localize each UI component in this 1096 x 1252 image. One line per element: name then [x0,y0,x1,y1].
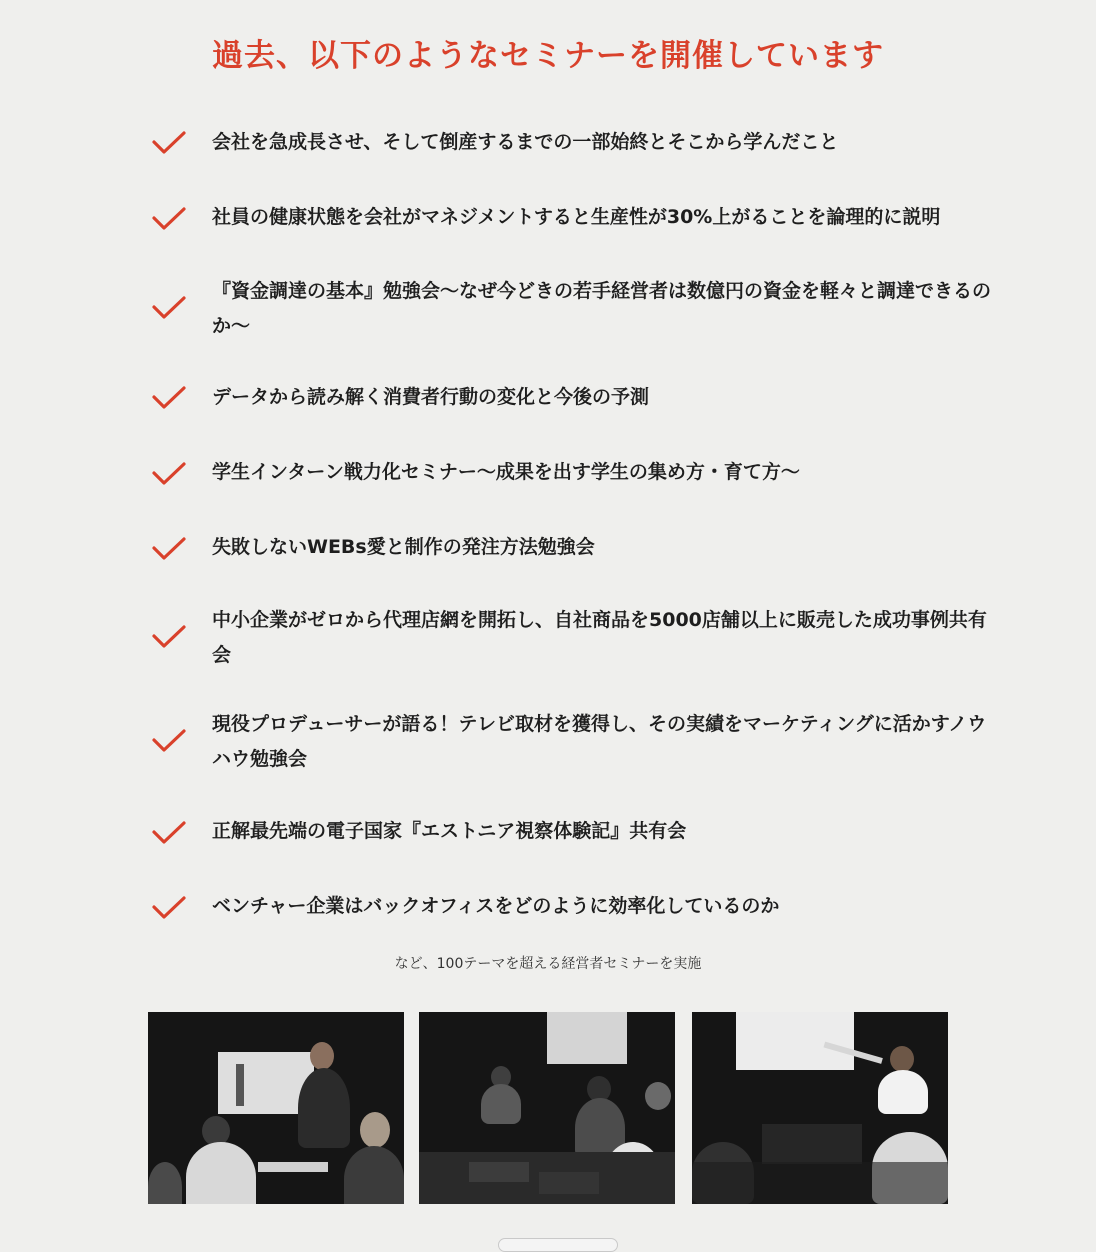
seminar-title: 中小企業がゼロから代理店網を開拓し、自社商品を5000店舗以上に販売した成功事例共有会 [212,609,987,666]
seminar-title: データから読み解く消費者行動の変化と今後の予測 [212,386,650,408]
seminar-photo [692,1012,948,1204]
seminar-title: 失敗しないWEBs愛と制作の発注方法勉強会 [212,536,595,558]
checkmark-icon [152,728,186,754]
checkmark-icon [152,130,186,156]
seminar-photo [148,1012,404,1204]
presentation-screen [547,1012,627,1064]
presentation-screen [736,1012,854,1070]
checkmark-icon [152,461,186,487]
checkmark-icon [152,206,186,232]
checkmark-icon [152,295,186,321]
seminar-title: 現役プロデューサーが語る！テレビ取材を獲得し、その実績をマーケティングに活かすノウハウ勉強会 [212,713,987,770]
seminar-count-note: など、100テーマを超える経営者セミナーを実施 [394,956,702,972]
seminar-title: 正解最先端の電子国家『エストニア視察体験記』共有会 [212,820,687,842]
scroll-indicator [498,1238,618,1252]
seminar-title: ベンチャー企業はバックオフィスをどのように効率化しているのか [212,895,780,917]
seminar-title: 社員の健康状態を会社がマネジメントすると生産性が30%上がることを論理的に説明 [212,206,941,228]
seminar-title: 学生インターン戦力化セミナー〜成果を出す学生の集め方・育て方〜 [212,461,800,483]
checkmark-icon [152,536,186,562]
section-title: 過去、以下のようなセミナーを開催しています [212,38,884,74]
checkmark-icon [152,895,186,921]
checkmark-icon [152,385,186,411]
seminar-photo [419,1012,675,1204]
checkmark-icon [152,624,186,650]
seminar-title: 『資金調達の基本』勉強会〜なぜ今どきの若手経営者は数億円の資金を軽々と調達できるのか〜 [212,280,992,337]
checkmark-icon [152,820,186,846]
seminar-title: 会社を急成長させ、そして倒産するまでの一部始終とそこから学んだこと [212,131,839,153]
